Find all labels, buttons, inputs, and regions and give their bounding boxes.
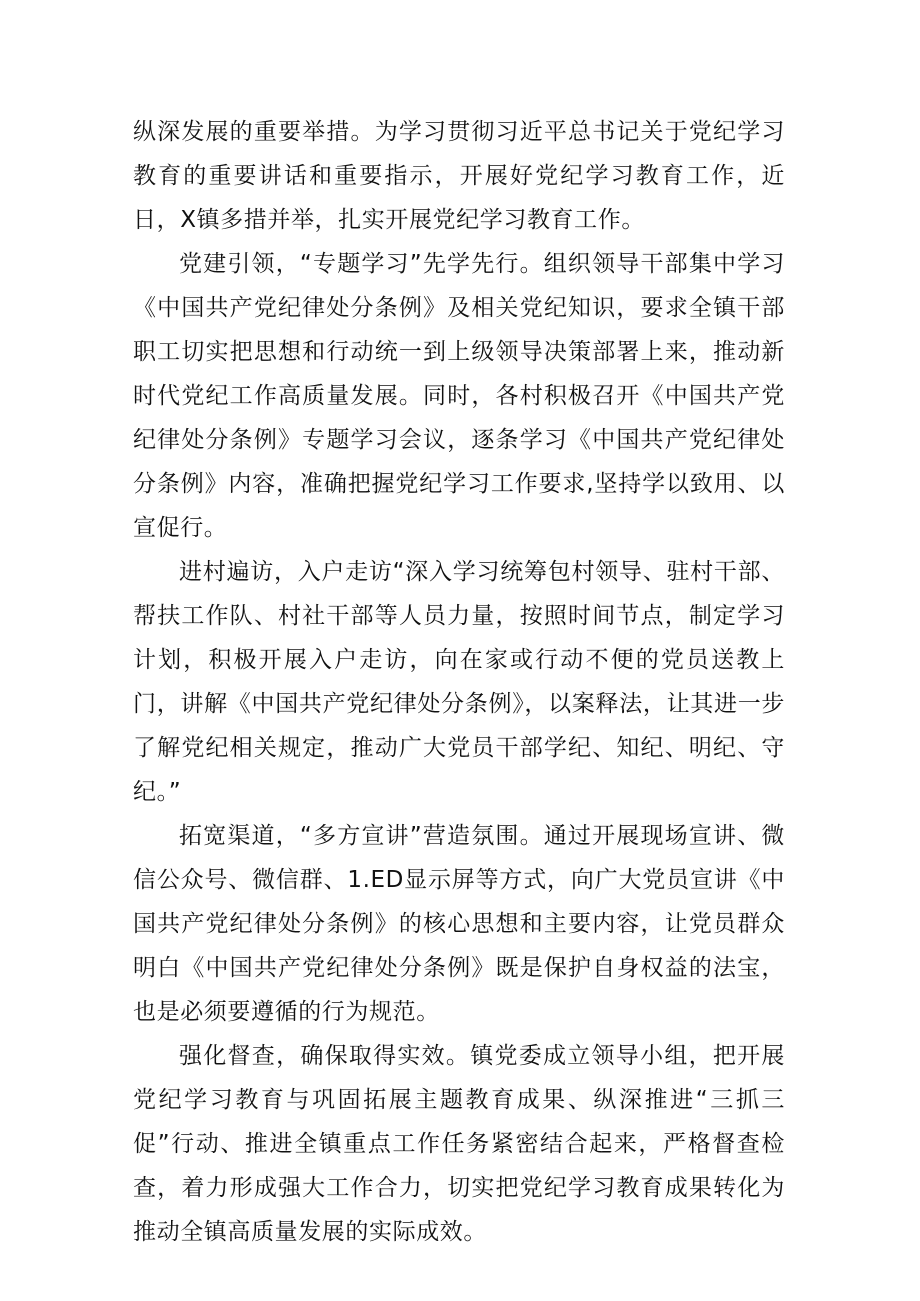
paragraph-publicity-channels: 拓宽渠道，“多方宣讲”营造氛围。通过开展现场宣讲、微信公众号、微信群、1.ED显示屏等方式，向广大党员宣讲《中国共产党纪律处分条例》的核心思想和主要内容，让党员群众明白《中国共产党纪律处分条例》既是保护自身权益的法宝，也是必须要遵循的行为规范。 [133,823,785,1025]
paragraph-intro: 纵深发展的重要举措。为学习贯彻习近平总书记关于党纪学习教育的重要讲话和重要指示，开展好党纪学习教育工作，近日，X镇多措并举，扎实开展党纪学习教育工作。 [133,119,785,233]
paragraph-topic-study: 党建引领，“专题学习”先学先行。组织领导干部集中学习《中国共产党纪律处分条例》及相关党纪知识，要求全镇干部职工切实把思想和行动统一到上级领导决策部署上来，推动新时代党纪工作高质量发展。同时，各村积极召开《中国共产党纪律处分条例》专题学习会议，逐条学习《中国共产党纪律处分条例》内容，准确把握党纪学习工作要求,坚持学以致用、以宣促行。 [133,251,785,541]
paragraph-supervision: 强化督查，确保取得实效。镇党委成立领导小组，把开展党纪学习教育与巩固拓展主题教育成果、纵深推进“三抓三促”行动、推进全镇重点工作任务紧密结合起来，严格督查检查，着力形成强大工作合力，切实把党纪学习教育成果转化为推动全镇高质量发展的实际成效。 [133,1043,785,1245]
paragraph-village-visits: 进村遍访，入户走访“深入学习统筹包村领导、驻村干部、帮扶工作队、村社干部等人员力量，按照时间节点，制定学习计划，积极开展入户走访，向在家或行动不便的党员送教上门，讲解《中国共产党纪律处分条例》，以案释法，让其进一步了解党纪相关规定，推动广大党员干部学纪、知纪、明纪、守纪。” [133,559,785,805]
document-page [133,110,785,1254]
